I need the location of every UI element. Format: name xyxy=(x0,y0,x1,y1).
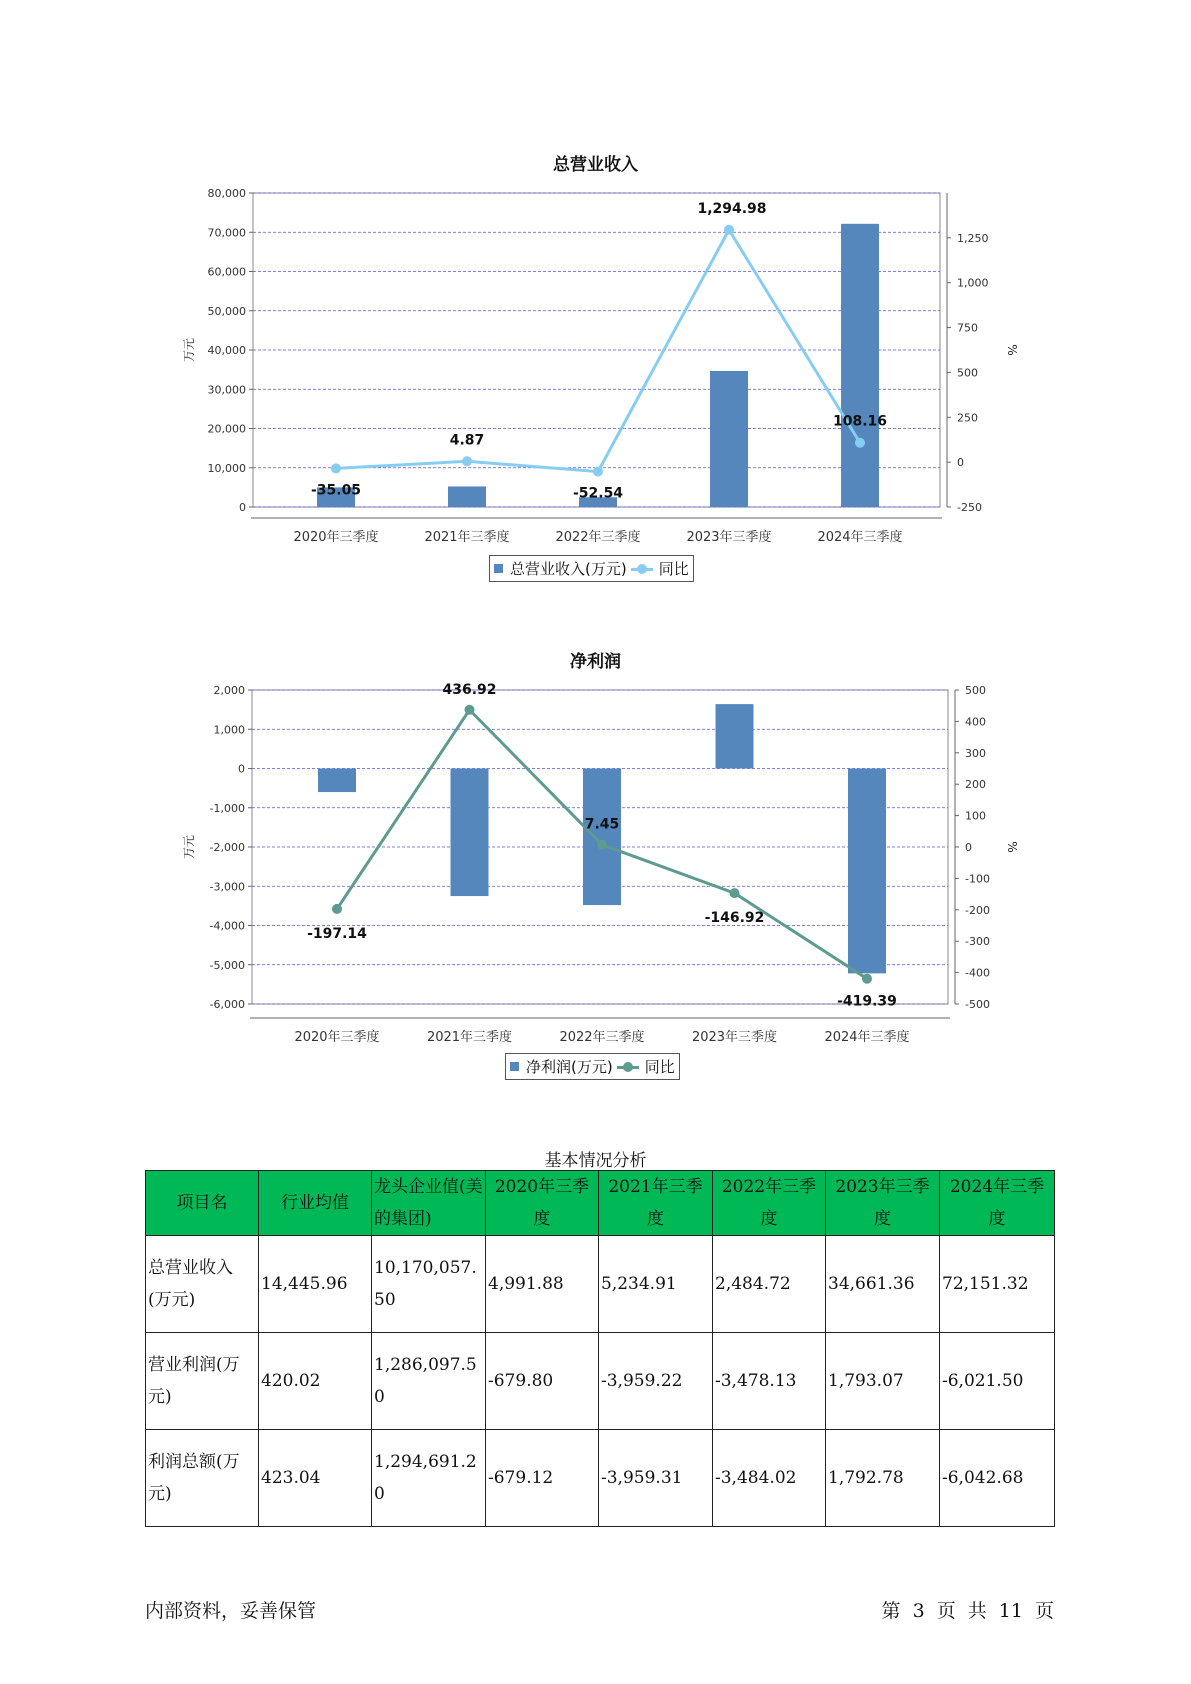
table-caption: 基本情况分析 xyxy=(544,1151,647,1171)
line-point xyxy=(862,974,872,984)
y2-tick-label: -400 xyxy=(965,966,990,980)
chart-title: 净利润 xyxy=(570,652,621,672)
y-tick-label: -4,000 xyxy=(209,919,245,933)
table-cell: -679.12 xyxy=(486,1430,599,1527)
y2-tick-label: 750 xyxy=(957,321,978,335)
table-cell: 10,170,057.50 xyxy=(372,1236,486,1333)
x-tick-label: 2024年三季度 xyxy=(824,1030,910,1045)
data-label: 436.92 xyxy=(442,681,497,698)
table-row xyxy=(146,1430,1055,1527)
y-tick-label: 50,000 xyxy=(207,304,246,318)
y-tick-label: 1,000 xyxy=(213,723,245,737)
y2-tick-label: -100 xyxy=(965,872,990,886)
data-label: -197.14 xyxy=(307,925,367,942)
chart-title: 总营业收入 xyxy=(553,155,638,175)
table-cell: 1,793.07 xyxy=(826,1333,940,1430)
table-row xyxy=(146,1333,1055,1430)
table-cell: -6,042.68 xyxy=(940,1430,1055,1527)
header-cell: 项目名 xyxy=(146,1171,259,1236)
y2-tick-label: 250 xyxy=(957,411,978,425)
table-cell: 1,294,691.20 xyxy=(372,1430,486,1527)
y-tick-label: -5,000 xyxy=(209,958,245,972)
header-cell: 2020年三季度 xyxy=(486,1171,599,1236)
x-tick-label: 2020年三季度 xyxy=(294,1030,380,1045)
y2-tick-label: 1,250 xyxy=(957,231,989,245)
legend-line-label: 同比 xyxy=(644,1058,675,1076)
y-tick-label: 2,000 xyxy=(213,684,245,697)
data-label: 108.16 xyxy=(832,413,888,430)
table-header-row xyxy=(146,1171,1055,1236)
table-cell: -3,484.02 xyxy=(713,1430,826,1527)
y2-axis-title: % xyxy=(1005,841,1019,853)
legend-line-swatch xyxy=(617,1062,639,1072)
table-cell: 1,286,097.50 xyxy=(372,1333,486,1430)
legend-bar-swatch xyxy=(510,1062,519,1071)
y2-axis-title: % xyxy=(1005,344,1019,356)
y-tick-label: 0 xyxy=(239,501,246,514)
y-tick-label: -3,000 xyxy=(209,880,245,894)
y2-tick-label: -250 xyxy=(957,501,982,514)
data-label: 7.45 xyxy=(584,816,620,833)
header-cell: 行业均值 xyxy=(259,1171,372,1236)
legend-line-label: 同比 xyxy=(658,560,689,578)
header-cell: 2023年三季度 xyxy=(826,1171,940,1236)
y-tick-label: -6,000 xyxy=(209,998,245,1011)
bar xyxy=(716,704,754,768)
table-cell: 1,792.78 xyxy=(826,1430,940,1527)
basic-analysis-table xyxy=(145,1170,1055,1527)
y-tick-label: 60,000 xyxy=(207,265,246,279)
y-tick-label: 0 xyxy=(238,762,245,776)
line-point xyxy=(730,888,740,898)
y-tick-label: 40,000 xyxy=(207,344,246,357)
y-tick-label: 30,000 xyxy=(207,383,246,397)
bar xyxy=(583,769,621,906)
data-label: -419.39 xyxy=(837,993,897,1010)
x-tick-label: 2023年三季度 xyxy=(686,530,772,545)
y2-tick-label: -500 xyxy=(965,998,990,1011)
y-tick-label: 10,000 xyxy=(207,461,246,475)
data-label: 4.87 xyxy=(449,432,485,449)
header-cell: 2024年三季度 xyxy=(940,1171,1055,1236)
y-tick-label: -2,000 xyxy=(209,841,245,854)
y2-tick-label: 500 xyxy=(957,366,978,380)
legend-bar-label: 净利润(万元) xyxy=(526,1058,613,1076)
y-tick-label: -1,000 xyxy=(209,801,245,815)
bar xyxy=(848,769,886,974)
y2-tick-label: -300 xyxy=(965,935,990,949)
y2-tick-label: 300 xyxy=(965,746,986,760)
header-cell: 2021年三季度 xyxy=(599,1171,713,1236)
line-point xyxy=(465,705,475,715)
footer-confidential-note: 内部资料，妥善保管 xyxy=(145,1600,317,1622)
table-cell: 14,445.96 xyxy=(259,1236,372,1333)
table-cell: -3,959.31 xyxy=(599,1430,713,1527)
table-cell: 34,661.36 xyxy=(826,1236,940,1333)
y2-tick-label: 400 xyxy=(965,715,986,729)
y2-tick-label: 0 xyxy=(965,841,972,854)
data-label: -52.54 xyxy=(572,485,624,502)
table-cell: 72,151.32 xyxy=(940,1236,1055,1333)
bar xyxy=(318,769,356,793)
x-tick-label: 2020年三季度 xyxy=(293,530,379,545)
line-point xyxy=(332,904,342,914)
header-cell: 2022年三季度 xyxy=(713,1171,826,1236)
table-row xyxy=(146,1236,1055,1333)
x-tick-label: 2021年三季度 xyxy=(424,530,510,545)
data-label: -35.05 xyxy=(310,482,362,499)
chart-legend xyxy=(505,1053,680,1080)
y2-tick-label: 100 xyxy=(965,809,986,823)
table-cell: 423.04 xyxy=(259,1430,372,1527)
table-cell: -3,959.22 xyxy=(599,1333,713,1430)
y2-tick-label: 200 xyxy=(965,778,986,792)
y-tick-label: 20,000 xyxy=(207,422,246,436)
x-tick-label: 2021年三季度 xyxy=(426,1030,513,1045)
y2-tick-label: -200 xyxy=(965,903,990,917)
y2-tick-label: 1,000 xyxy=(957,276,989,290)
y-axis-title: 万元 xyxy=(182,834,196,860)
table-cell: 4,991.88 xyxy=(486,1236,599,1333)
table-cell: -6,021.50 xyxy=(940,1333,1055,1430)
row-label: 利润总额(万元) xyxy=(146,1430,259,1527)
y-tick-label: 70,000 xyxy=(207,226,246,240)
y2-tick-label: 500 xyxy=(965,684,986,697)
line-point xyxy=(597,840,607,850)
header-cell: 龙头企业值(美的集团) xyxy=(372,1171,486,1236)
x-tick-label: 2023年三季度 xyxy=(691,1030,778,1045)
footer-page-number: 第 3 页 共 11 页 xyxy=(881,1600,1054,1622)
y-axis-title: 万元 xyxy=(182,337,196,363)
bar xyxy=(451,769,489,897)
table-cell: 2,484.72 xyxy=(713,1236,826,1333)
table-cell: -679.80 xyxy=(486,1333,599,1430)
table-cell: -3,478.13 xyxy=(713,1333,826,1430)
row-label: 总营业收入(万元) xyxy=(146,1236,259,1333)
x-tick-label: 2022年三季度 xyxy=(559,1030,645,1045)
data-label: -146.92 xyxy=(704,910,765,927)
row-label: 营业利润(万元) xyxy=(146,1333,259,1430)
table-cell: 420.02 xyxy=(259,1333,372,1430)
legend-bar-label: 总营业收入(万元) xyxy=(510,560,627,578)
table-cell: 5,234.91 xyxy=(599,1236,713,1333)
x-tick-label: 2024年三季度 xyxy=(817,530,903,545)
x-tick-label: 2022年三季度 xyxy=(555,530,641,545)
data-label: 1,294.98 xyxy=(697,200,767,217)
y-tick-label: 80,000 xyxy=(207,187,246,200)
y2-tick-label: 0 xyxy=(957,456,964,470)
